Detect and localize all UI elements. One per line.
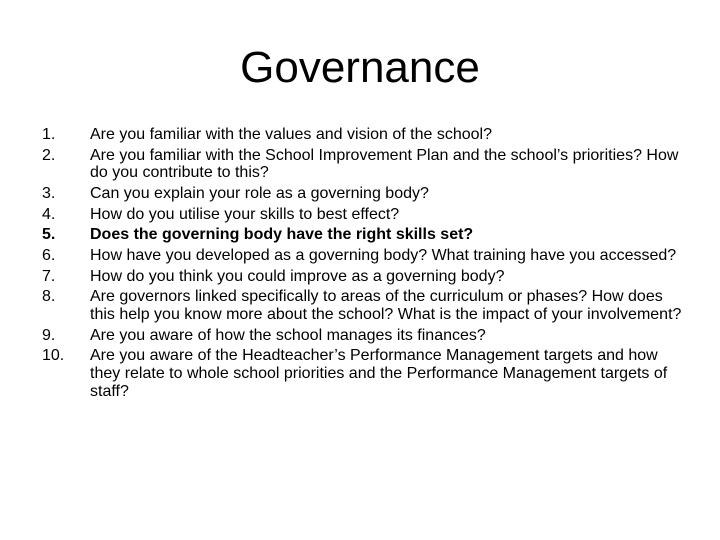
question-number: 1. bbox=[42, 126, 56, 143]
question-number: 7. bbox=[42, 267, 56, 285]
question-text: Are you familiar with the values and vision of the school? bbox=[90, 126, 492, 143]
question-number: 6. bbox=[42, 247, 56, 265]
question-number: 9. bbox=[42, 326, 56, 344]
question-item-1 bbox=[42, 126, 682, 144]
question-item-5 bbox=[42, 226, 682, 244]
question-text: Are you aware of how the school manages its finances? bbox=[90, 326, 486, 344]
question-text: How do you think you could improve as a governing body? bbox=[90, 267, 505, 285]
question-item-4 bbox=[42, 206, 682, 224]
question-text: Can you explain your role as a governing body? bbox=[90, 184, 429, 202]
slide-title: Governance bbox=[240, 43, 480, 92]
question-number: 3. bbox=[42, 184, 56, 202]
question-list bbox=[42, 126, 682, 403]
question-number: 2. bbox=[42, 146, 56, 164]
question-number: 5. bbox=[42, 226, 56, 244]
question-text: Are governors linked specifically to areas of the curriculum or phases? How does this help you know more about the school? What is the impact of your involvement? bbox=[90, 288, 682, 323]
question-number: 8. bbox=[42, 288, 56, 306]
question-item-3 bbox=[42, 185, 682, 203]
question-number: 4. bbox=[42, 205, 56, 223]
question-item-7 bbox=[42, 268, 682, 286]
question-text: Does the governing body have the right skills set? bbox=[90, 226, 474, 244]
question-item-8 bbox=[42, 288, 682, 323]
question-item-9 bbox=[42, 327, 682, 345]
question-text: How do you utilise your skills to best effect? bbox=[90, 205, 400, 223]
question-text: Are you familiar with the School Improvement Plan and the school’s priorities? How do you contribute to this? bbox=[90, 146, 679, 182]
question-item-10 bbox=[42, 347, 682, 400]
question-text: How have you developed as a governing body? What training have you accessed? bbox=[90, 247, 677, 265]
question-text: Are you aware of the Headteacher’s Performance Management targets and how they relate to whole school priorities and the Performance Management targets of staff? bbox=[90, 347, 668, 400]
question-number: 10. bbox=[42, 347, 65, 365]
question-item-6 bbox=[42, 247, 682, 265]
question-item-2 bbox=[42, 147, 682, 182]
